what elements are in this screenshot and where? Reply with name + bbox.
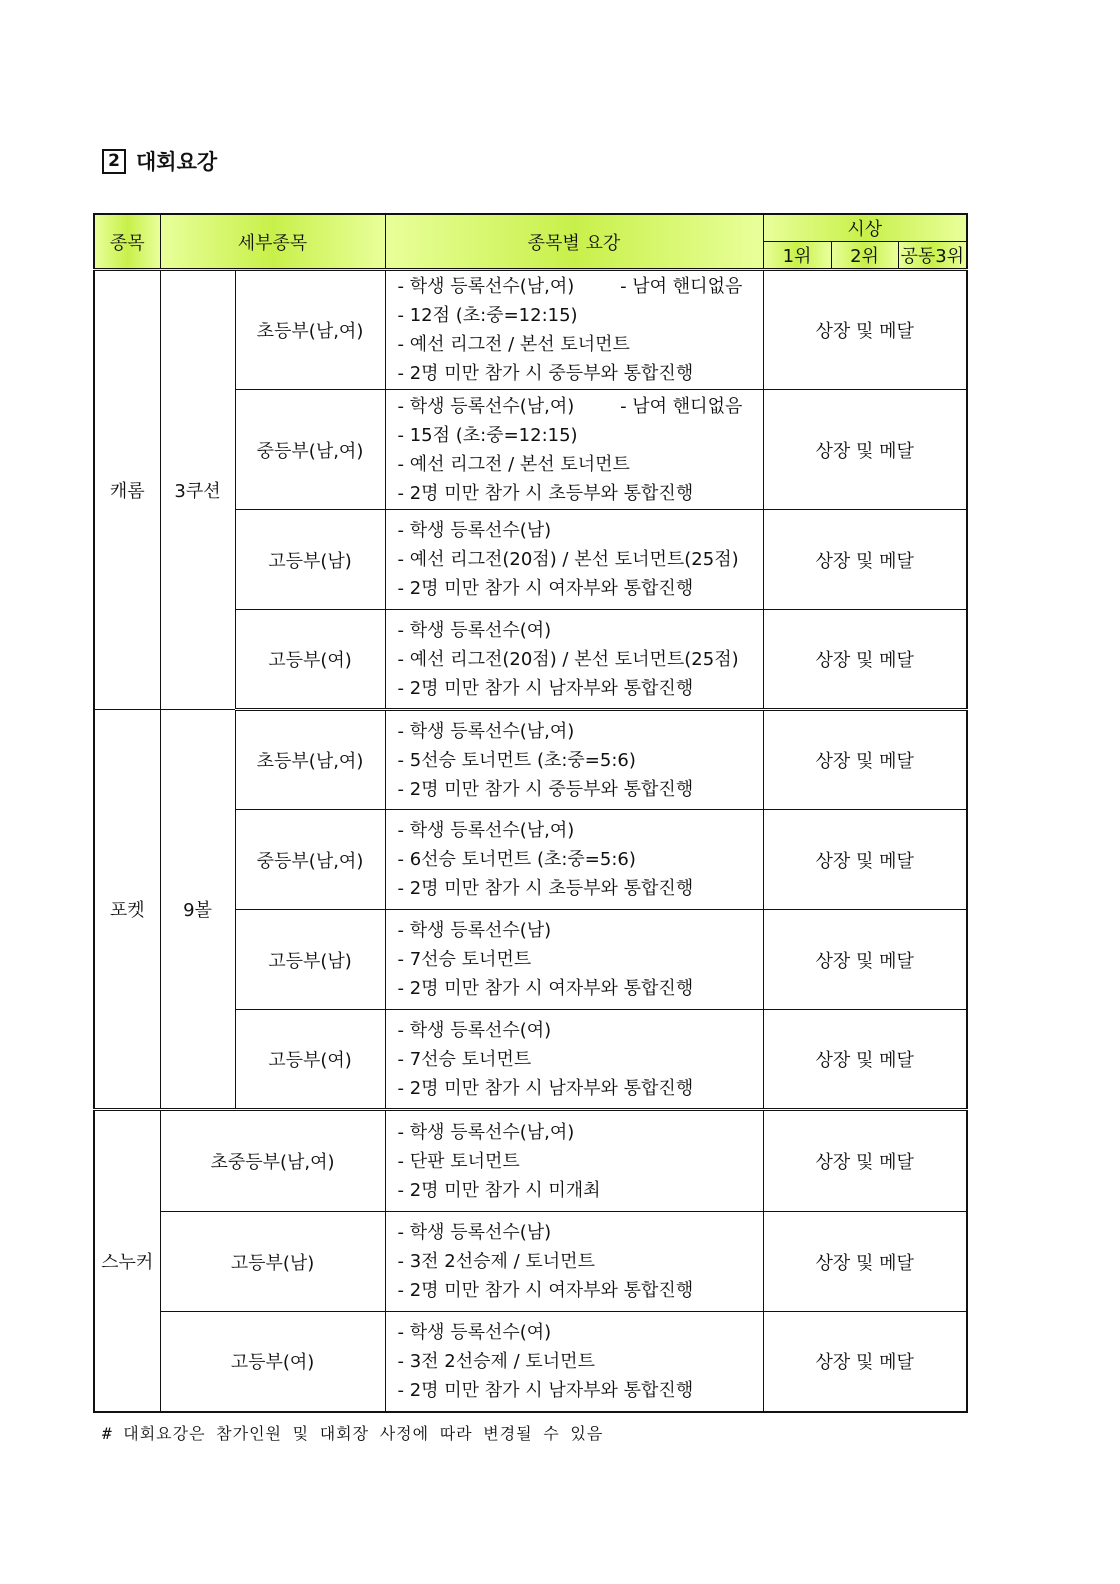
rules-cell <box>385 1212 763 1312</box>
prize-cell: 상장 및 메달 <box>763 710 967 810</box>
header-rank-2: 2위 <box>831 242 898 270</box>
sub-event-cell: 9볼 <box>160 710 235 1110</box>
rule-line: - 2명 미만 참가 시 초등부와 통합진행 <box>397 482 694 504</box>
section-title <box>102 146 217 176</box>
rule-line: - 15점 (초:중=12:15) <box>397 424 578 446</box>
header-rank-3: 공동3위 <box>898 242 967 270</box>
section-title-text: 대회요강 <box>136 150 218 174</box>
header-rules: 종목별 요강 <box>385 214 763 270</box>
rule-line: - 2명 미만 참가 시 초등부와 통합진행 <box>397 878 694 899</box>
header-prize: 시상 <box>763 214 967 242</box>
prize-cell: 상장 및 메달 <box>763 510 967 610</box>
rules-cell <box>385 270 763 390</box>
rule-line: - 2명 미만 참가 시 남자부와 통합진행 <box>397 1379 694 1401</box>
rule-line: - 학생 등록선수(여) <box>397 619 552 641</box>
competition-table <box>93 213 968 1413</box>
rule-line: - 학생 등록선수(남,여) <box>397 720 575 742</box>
rule-line: - 7선승 토너먼트 <box>397 949 532 970</box>
division-cell: 초중등부(남,여) <box>160 1110 385 1212</box>
event-cell: 포켓 <box>94 710 160 1110</box>
division-cell: 고등부(여) <box>160 1312 385 1412</box>
prize-cell: 상장 및 메달 <box>763 810 967 910</box>
rule-line: - 6선승 토너먼트 (초:중=5:6) <box>397 849 636 870</box>
event-cell: 스누커 <box>94 1110 160 1412</box>
rule-line: - 학생 등록선수(남) <box>397 520 552 541</box>
rule-line: - 7선승 토너먼트 <box>397 1048 532 1070</box>
prize-cell: 상장 및 메달 <box>763 270 967 390</box>
rules-cell <box>385 1010 763 1110</box>
rule-line: - 5선승 토너먼트 (초:중=5:6) <box>397 749 636 771</box>
rule-line: - 예선 리그전 / 본선 토너먼트 <box>397 334 630 355</box>
table-row <box>94 270 967 390</box>
table-row <box>94 710 967 810</box>
rule-line: - 단판 토너먼트 <box>397 1150 520 1172</box>
rule-line: - 3전 2선승제 / 토너먼트 <box>397 1251 595 1272</box>
rule-line: - 학생 등록선수(남,여) <box>397 820 575 841</box>
division-cell: 고등부(남) <box>160 1212 385 1312</box>
table-row <box>94 1212 967 1312</box>
prize-cell: 상장 및 메달 <box>763 610 967 710</box>
rule-line: - 2명 미만 참가 시 여자부와 통합진행 <box>397 578 694 599</box>
rule-line: - 예선 리그전(20점) / 본선 토너먼트(25점) <box>397 549 739 570</box>
division-cell: 고등부(남) <box>235 910 385 1010</box>
prize-cell: 상장 및 메달 <box>763 1110 967 1212</box>
rule-line: - 2명 미만 참가 시 미개최 <box>397 1179 601 1201</box>
division-cell: 초등부(남,여) <box>235 710 385 810</box>
rule-line: - 학생 등록선수(여) <box>397 1321 552 1343</box>
footnote: # 대회요강은 참가인원 및 대회장 사정에 따라 변경될 수 있음 <box>102 1424 604 1443</box>
rule-line: - 예선 리그전(20점) / 본선 토너먼트(25점) <box>397 648 739 670</box>
rule-line: - 2명 미만 참가 시 남자부와 통합진행 <box>397 677 694 699</box>
rule-line: - 3전 2선승제 / 토너먼트 <box>397 1350 595 1372</box>
rule-line: - 학생 등록선수(남,여) - 남여 핸디없음 <box>397 276 743 297</box>
division-cell: 고등부(여) <box>235 1010 385 1110</box>
rules-cell <box>385 610 763 710</box>
rule-line: - 2명 미만 참가 시 중등부와 통합진행 <box>397 778 694 800</box>
header-rank-1: 1위 <box>763 242 831 270</box>
rules-cell <box>385 710 763 810</box>
rules-cell <box>385 510 763 610</box>
rule-line: - 2명 미만 참가 시 중등부와 통합진행 <box>397 363 694 384</box>
prize-cell: 상장 및 메달 <box>763 1010 967 1110</box>
prize-cell: 상장 및 메달 <box>763 910 967 1010</box>
rule-line: - 2명 미만 참가 시 여자부와 통합진행 <box>397 1280 694 1301</box>
division-cell: 중등부(남,여) <box>235 810 385 910</box>
rules-cell <box>385 810 763 910</box>
prize-cell: 상장 및 메달 <box>763 390 967 510</box>
rule-line: - 학생 등록선수(남,여) - 남여 핸디없음 <box>397 395 743 417</box>
event-cell: 캐롬 <box>94 270 160 710</box>
rules-cell <box>385 390 763 510</box>
rule-line: - 학생 등록선수(남) <box>397 920 552 941</box>
division-cell: 고등부(여) <box>235 610 385 710</box>
division-cell: 중등부(남,여) <box>235 390 385 510</box>
division-cell: 초등부(남,여) <box>235 270 385 390</box>
prize-cell: 상장 및 메달 <box>763 1312 967 1412</box>
rule-line: - 2명 미만 참가 시 여자부와 통합진행 <box>397 978 694 999</box>
sub-event-cell: 3쿠션 <box>160 270 235 710</box>
rule-line: - 학생 등록선수(여) <box>397 1019 552 1041</box>
section-number: 2 <box>102 149 126 174</box>
table-row <box>94 1110 967 1212</box>
rule-line: - 학생 등록선수(남,여) <box>397 1121 575 1143</box>
rules-cell <box>385 1312 763 1412</box>
division-cell: 고등부(남) <box>235 510 385 610</box>
rule-line: - 학생 등록선수(남) <box>397 1222 552 1243</box>
rule-line: - 12점 (초:중=12:15) <box>397 305 578 326</box>
rule-line: - 2명 미만 참가 시 남자부와 통합진행 <box>397 1077 694 1099</box>
header-sub-event: 세부종목 <box>160 214 385 270</box>
rules-cell <box>385 1110 763 1212</box>
prize-cell: 상장 및 메달 <box>763 1212 967 1312</box>
table-row <box>94 1312 967 1412</box>
rules-cell <box>385 910 763 1010</box>
rule-line: - 예선 리그전 / 본선 토너먼트 <box>397 453 630 475</box>
header-event: 종목 <box>94 214 160 270</box>
